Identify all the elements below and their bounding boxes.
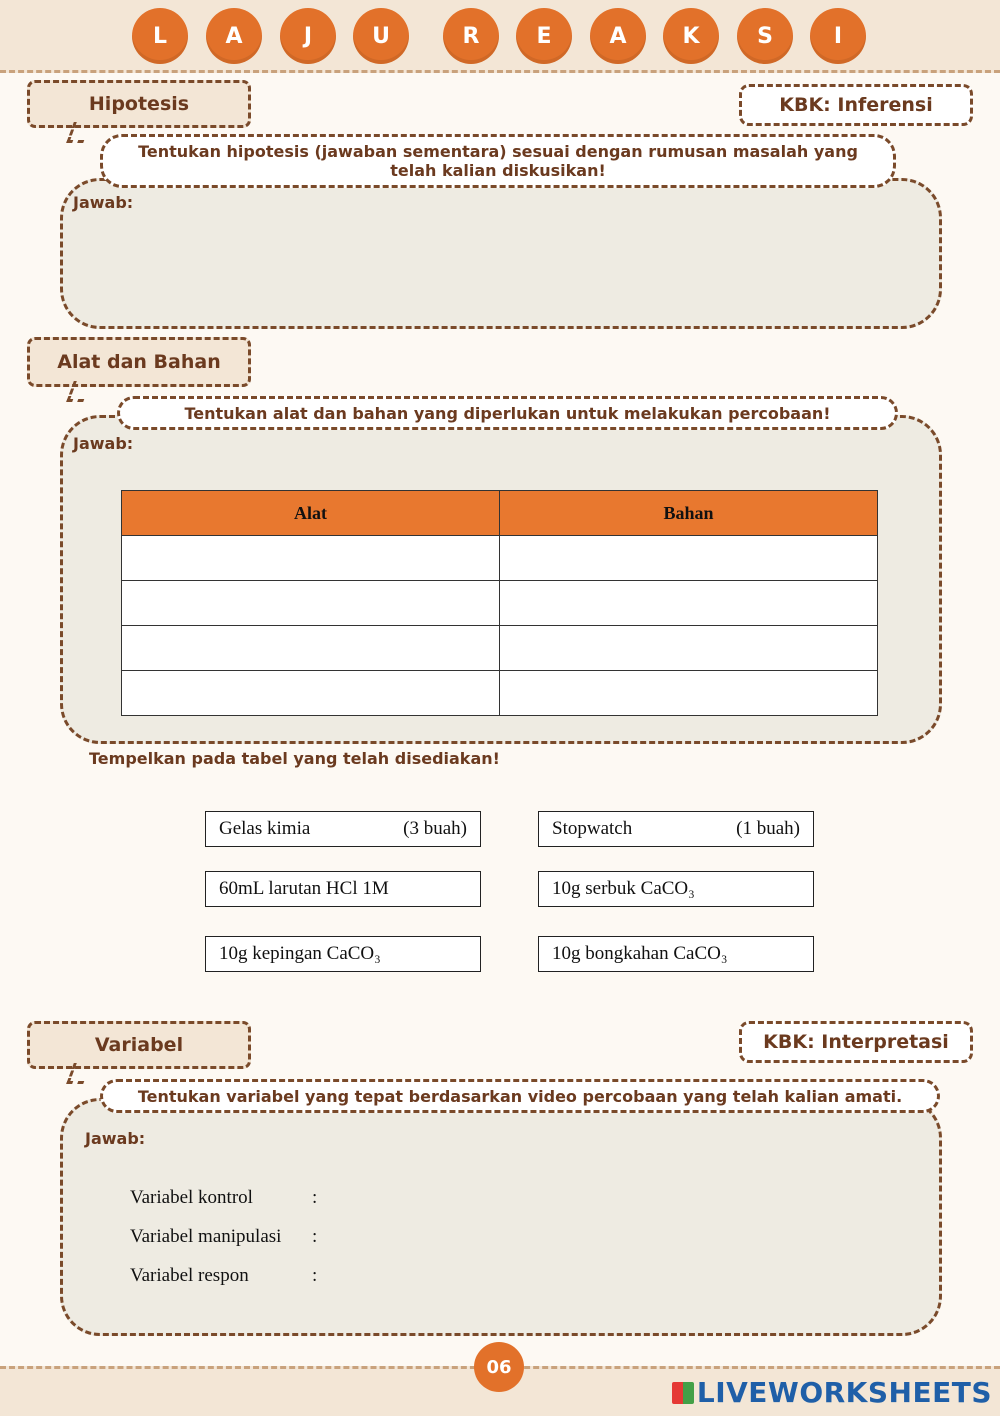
draggable-item[interactable] xyxy=(538,936,814,972)
item-name: Gelas kimia xyxy=(219,818,311,839)
variabel-manipulasi-label: Variabel manipulasi xyxy=(130,1226,282,1247)
title-letter: K xyxy=(663,8,719,64)
drop-cell-alat[interactable] xyxy=(122,626,500,671)
item-name: 60mL larutan HCl 1M xyxy=(219,878,389,899)
liveworksheets-icon xyxy=(672,1382,694,1404)
colon: : xyxy=(312,1187,318,1208)
drop-cell-alat[interactable] xyxy=(122,581,500,626)
title-letter: J xyxy=(280,8,336,64)
draggable-item[interactable] xyxy=(205,811,481,847)
kbk-inferensi-badge: KBK: Inferensi xyxy=(739,84,973,126)
table-row xyxy=(122,671,878,716)
variabel-respon-label: Variabel respon xyxy=(130,1265,249,1286)
variabel-kontrol-label: Variabel kontrol xyxy=(130,1187,253,1208)
title-letter: A xyxy=(590,8,646,64)
draggable-item[interactable] xyxy=(538,811,814,847)
title-letter: S xyxy=(737,8,793,64)
hipotesis-answer-label: Jawab: xyxy=(73,193,134,212)
page-number: 06 xyxy=(474,1342,524,1392)
title-letter: R xyxy=(443,8,499,64)
drop-cell-alat[interactable] xyxy=(122,536,500,581)
variabel-answer-box xyxy=(60,1098,942,1336)
drop-cell-bahan[interactable] xyxy=(500,536,878,581)
item-name: 10g kepingan CaCO₃ xyxy=(219,943,381,964)
alat-bahan-answer-label: Jawab: xyxy=(73,434,134,453)
drop-cell-bahan[interactable] xyxy=(500,671,878,716)
table-row xyxy=(122,626,878,671)
item-qty: (3 buah) xyxy=(403,818,467,839)
hipotesis-prompt: Tentukan hipotesis (jawaban sementara) sesuai dengan rumusan masalah yang telah kalian diskusikan! xyxy=(100,134,896,188)
draggable-item[interactable] xyxy=(205,936,481,972)
hipotesis-tag: Hipotesis xyxy=(27,80,251,128)
hipotesis-answer-box[interactable] xyxy=(60,178,942,329)
drop-cell-alat[interactable] xyxy=(122,671,500,716)
liveworksheets-logo xyxy=(672,1376,992,1409)
item-qty: (1 buah) xyxy=(736,818,800,839)
alat-bahan-prompt: Tentukan alat dan bahan yang diperlukan untuk melakukan percobaan! xyxy=(117,396,898,430)
drop-cell-bahan[interactable] xyxy=(500,581,878,626)
draggable-item[interactable] xyxy=(205,871,481,907)
draggable-item[interactable] xyxy=(538,871,814,907)
title-letter: E xyxy=(516,8,572,64)
title-letter: A xyxy=(206,8,262,64)
colon: : xyxy=(312,1265,318,1286)
title-letter: I xyxy=(810,8,866,64)
table-header-alat: Alat xyxy=(122,491,500,536)
kbk-interpretasi-badge: KBK: Interpretasi xyxy=(739,1021,973,1063)
table-header-bahan: Bahan xyxy=(500,491,878,536)
item-name: 10g bongkahan CaCO₃ xyxy=(552,943,728,964)
title-letters xyxy=(0,8,1000,64)
title-letter: U xyxy=(353,8,409,64)
table-row xyxy=(122,581,878,626)
alat-bahan-tag: Alat dan Bahan xyxy=(27,337,251,387)
title-letter: L xyxy=(132,8,188,64)
table-row xyxy=(122,536,878,581)
variabel-prompt: Tentukan variabel yang tepat berdasarkan video percobaan yang telah kalian amati. xyxy=(100,1079,940,1113)
colon: : xyxy=(312,1226,318,1247)
variabel-answer-label: Jawab: xyxy=(85,1129,146,1148)
drop-cell-bahan[interactable] xyxy=(500,626,878,671)
brand-text: LIVEWORKSHEETS xyxy=(696,1376,992,1409)
drag-instruction: Tempelkan pada tabel yang telah disediakan! xyxy=(89,749,500,768)
variabel-tag: Variabel xyxy=(27,1021,251,1069)
alat-bahan-table xyxy=(121,490,878,716)
item-name: 10g serbuk CaCO₃ xyxy=(552,878,695,899)
item-name: Stopwatch xyxy=(552,818,633,839)
